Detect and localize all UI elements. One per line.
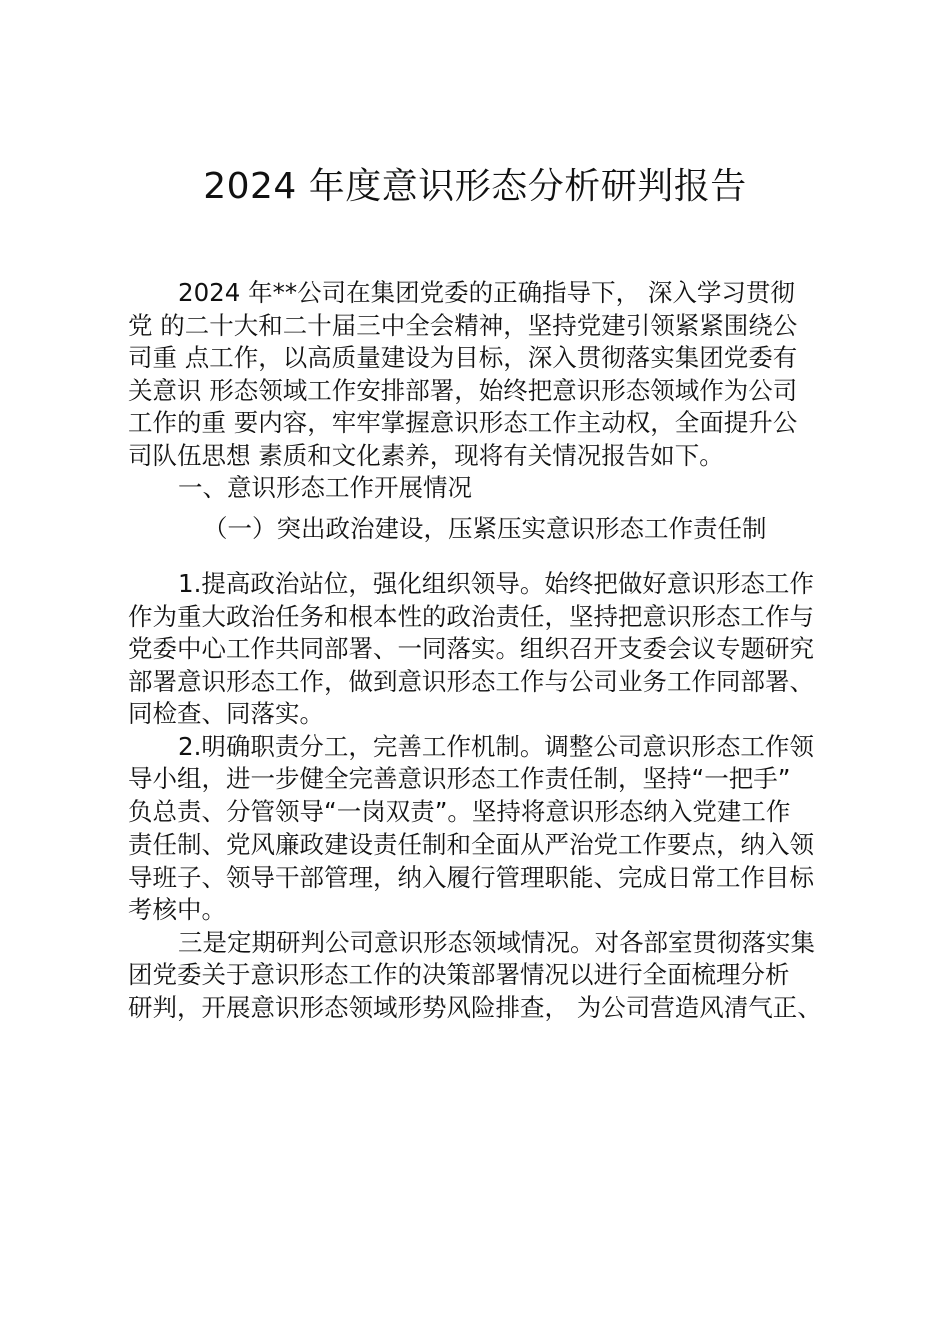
section-heading: 一、意识形态工作开展情况 [178, 473, 472, 502]
document-title: 2024 年度意识形态分析研判报告 [203, 166, 747, 207]
item-2-line: 考核中。 [128, 895, 226, 924]
intro-line: 2024 年**公司在集团党委的正确指导下， 深入学习贯彻 [178, 278, 795, 307]
item-1-line: 作为重大政治任务和根本性的政治责任，坚持把意识形态工作与 [128, 602, 814, 631]
intro-line: 工作的重 要内容，牢牢掌握意识形态工作主动权，全面提升公 [128, 408, 798, 437]
item-3-line: 三是定期研判公司意识形态领域情况。对各部室贯彻落实集 [178, 928, 815, 957]
intro-line: 党 的二十大和二十届三中全会精神，坚持党建引领紧紧围绕公 [128, 311, 798, 340]
item-3-line: 研判，开展意识形态领域形势风险排查， 为公司营造风清气正、 [128, 993, 822, 1022]
intro-line: 司重 点工作，以高质量建设为目标，深入贯彻落实集团党委有 [128, 343, 798, 372]
item-1-line: 部署意识形态工作，做到意识形态工作与公司业务工作同部署、 [128, 667, 814, 696]
item-1-line: 党委中心工作共同部署、一同落实。组织召开支委会议专题研究 [128, 634, 814, 663]
subsection-heading: （一）突出政治建设，压紧压实意识形态工作责任制 [203, 514, 767, 543]
item-1-line: 同检查、同落实。 [128, 699, 324, 728]
item-2-line: 导小组，进一步健全完善意识形态工作责任制，坚持“一把手” [128, 764, 791, 793]
item-2-line: 责任制、党风廉政建设责任制和全面从严治党工作要点，纳入领 [128, 830, 814, 859]
item-1-line: 1.提高政治站位，强化组织领导。始终把做好意识形态工作 [178, 569, 814, 598]
intro-line: 司队伍思想 素质和文化素养，现将有关情况报告如下。 [128, 441, 724, 470]
item-3-line: 团党委关于意识形态工作的决策部署情况以进行全面梳理分析 [128, 960, 790, 989]
item-2-line: 导班子、领导干部管理，纳入履行管理职能、完成日常工作目标 [128, 863, 814, 892]
item-2-line: 负总责、分管领导“一岗双责”。坚持将意识形态纳入党建工作 [128, 797, 791, 826]
item-2-line: 2.明确职责分工，完善工作机制。调整公司意识形态工作领 [178, 732, 814, 761]
intro-line: 关意识 形态领域工作安排部署，始终把意识形态领域作为公司 [128, 376, 798, 405]
